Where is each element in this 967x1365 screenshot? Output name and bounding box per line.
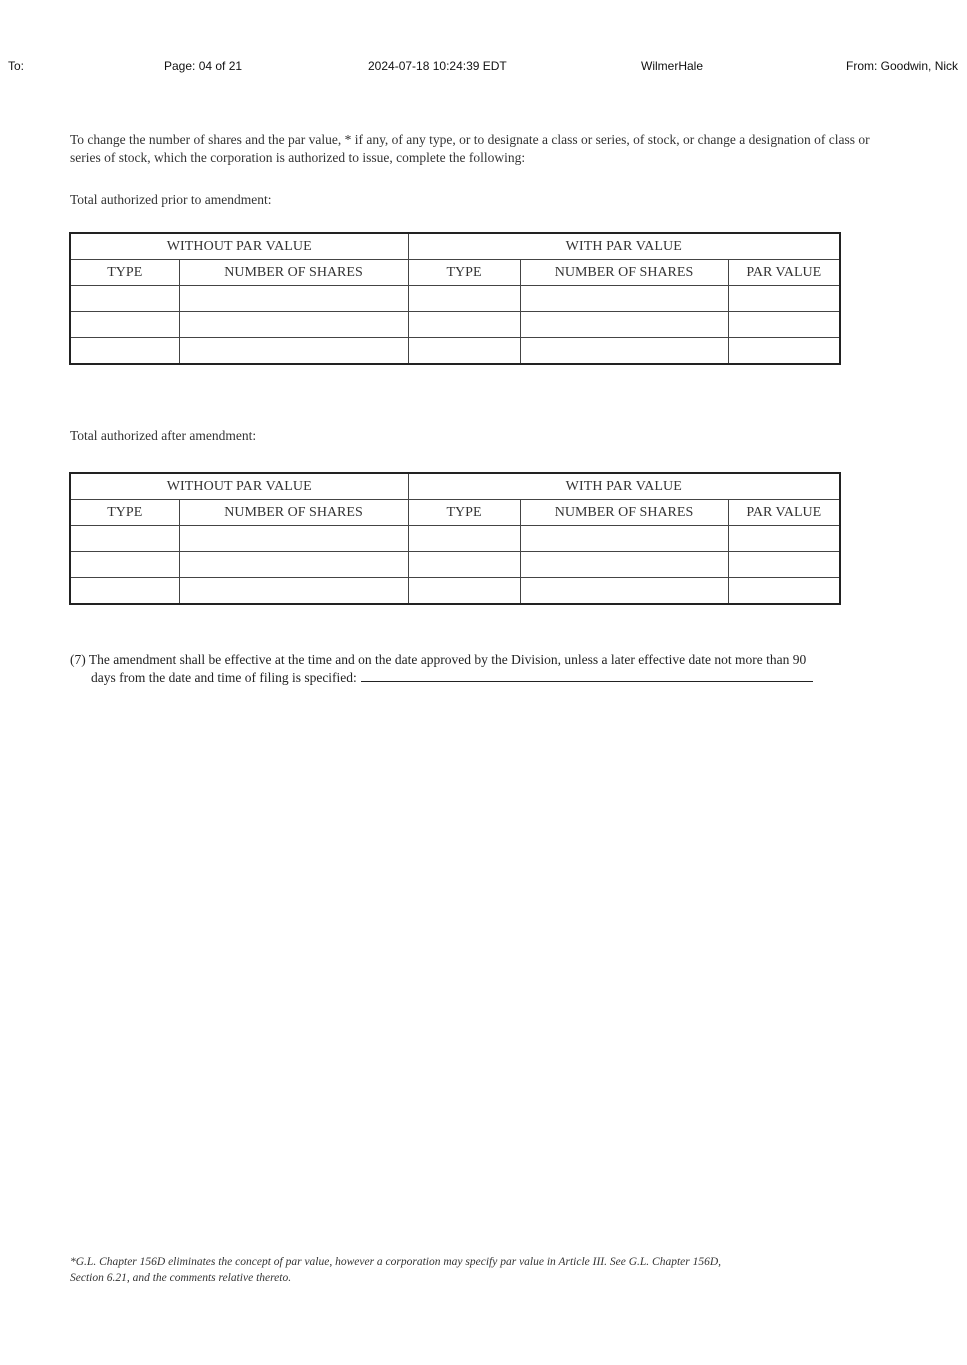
column-header-par-value: PAR VALUE (728, 260, 840, 286)
table-row (70, 578, 840, 605)
table-cell[interactable] (520, 338, 728, 365)
table-cell[interactable] (728, 526, 840, 552)
footnote-line-1: *G.L. Chapter 156D eliminates the concept of par value, however a corporation may specify par value in Article III. See G.L. Chapter 156D, (70, 1256, 722, 1268)
table-cell[interactable] (179, 526, 408, 552)
fax-timestamp: 2024-07-18 10:24:39 EDT (368, 59, 507, 73)
item-7-effective-date (70, 651, 890, 687)
footnote (70, 1254, 830, 1286)
without-par-header: WITHOUT PAR VALUE (70, 233, 408, 260)
fax-header (0, 59, 967, 75)
table-cell[interactable] (70, 578, 179, 605)
column-header-par-value: PAR VALUE (728, 500, 840, 526)
effective-date-field[interactable] (361, 669, 813, 682)
prior-amendment-label: Total authorized prior to amendment: (70, 192, 272, 207)
table-cell[interactable] (520, 286, 728, 312)
table-cell[interactable] (70, 526, 179, 552)
table-cell[interactable] (408, 312, 520, 338)
table-cell[interactable] (408, 578, 520, 605)
table-cell[interactable] (520, 578, 728, 605)
table-cell[interactable] (728, 552, 840, 578)
table-row (70, 552, 840, 578)
with-par-header: WITH PAR VALUE (408, 473, 840, 500)
shares-table-prior (69, 232, 841, 365)
table-cell[interactable] (70, 286, 179, 312)
fax-to: To: (8, 59, 25, 73)
table-cell[interactable] (728, 286, 840, 312)
column-header-number-of-shares: NUMBER OF SHARES (179, 500, 408, 526)
item-7-line-1: (7) The amendment shall be effective at the time and on the date approved by the Division, unless a later effective date not more than 90 (70, 652, 807, 667)
table-row (70, 526, 840, 552)
table-cell[interactable] (70, 338, 179, 365)
table-cell[interactable] (70, 312, 179, 338)
table-cell[interactable] (408, 526, 520, 552)
footnote-line-2: Section 6.21, and the comments relative thereto. (70, 1272, 292, 1284)
table-cell[interactable] (70, 552, 179, 578)
table-cell[interactable] (520, 552, 728, 578)
fax-page-number: Page: 04 of 21 (164, 59, 243, 73)
table-cell[interactable] (408, 338, 520, 365)
with-par-header: WITH PAR VALUE (408, 233, 840, 260)
column-header-type: TYPE (70, 260, 179, 286)
table-cell[interactable] (179, 578, 408, 605)
table-row (70, 286, 840, 312)
fax-from: From: Goodwin, Nick (846, 59, 959, 73)
intro-paragraph: To change the number of shares and the par value, * if any, of any type, or to designate a class or series, of stock, or change a designation of class or series of stock, which the corporation is authorized to issue, complete the following: (70, 132, 870, 165)
item-7-line-2 (70, 669, 890, 687)
fax-firm: WilmerHale (641, 59, 704, 73)
column-header-type: TYPE (408, 500, 520, 526)
table-cell[interactable] (728, 338, 840, 365)
item-7-line-2-text: days from the date and time of filing is specified: (91, 670, 357, 685)
table-cell[interactable] (728, 312, 840, 338)
table-cell[interactable] (179, 312, 408, 338)
column-header-number-of-shares: NUMBER OF SHARES (520, 260, 728, 286)
after-amendment-label: Total authorized after amendment: (70, 428, 257, 443)
table-cell[interactable] (728, 578, 840, 605)
column-header-number-of-shares: NUMBER OF SHARES (179, 260, 408, 286)
table-cell[interactable] (520, 526, 728, 552)
table-cell[interactable] (408, 286, 520, 312)
table-cell[interactable] (179, 286, 408, 312)
table-cell[interactable] (179, 338, 408, 365)
column-header-number-of-shares: NUMBER OF SHARES (520, 500, 728, 526)
table-row (70, 312, 840, 338)
table-row (70, 338, 840, 365)
shares-table-after (69, 472, 841, 605)
column-header-type: TYPE (408, 260, 520, 286)
without-par-header: WITHOUT PAR VALUE (70, 473, 408, 500)
column-header-type: TYPE (70, 500, 179, 526)
table-cell[interactable] (179, 552, 408, 578)
table-cell[interactable] (408, 552, 520, 578)
table-cell[interactable] (520, 312, 728, 338)
